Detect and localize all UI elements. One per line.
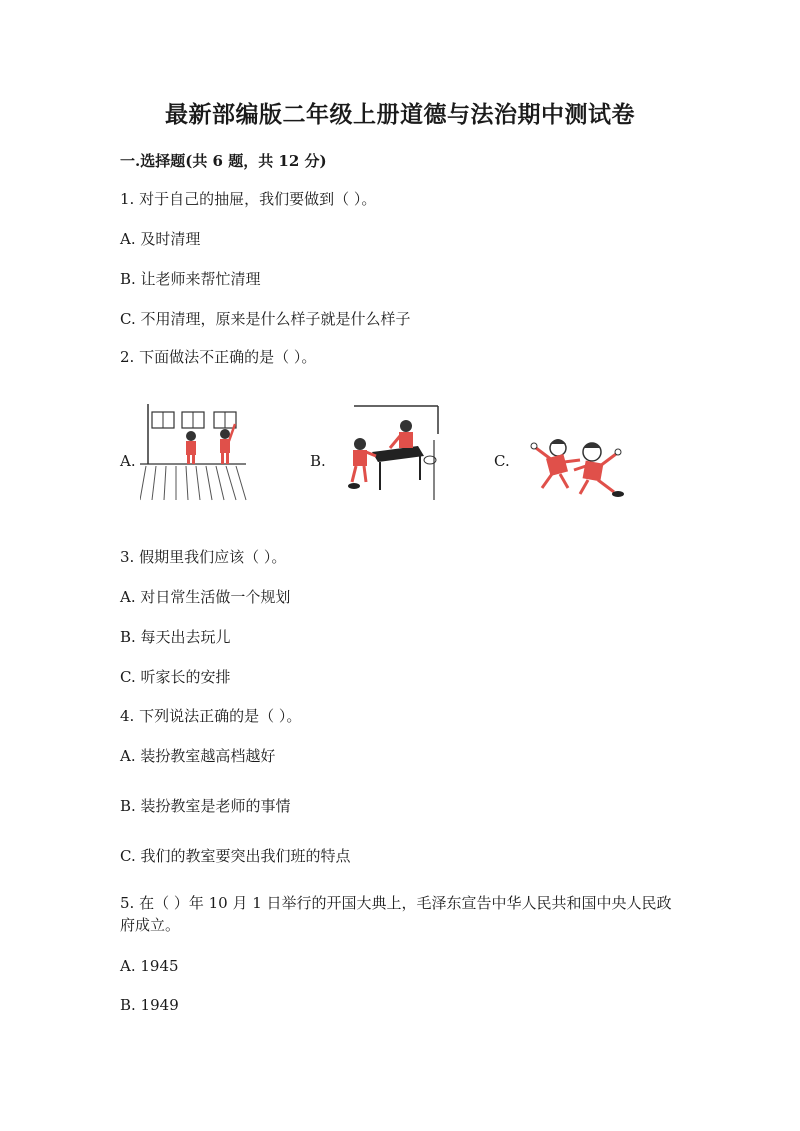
question-2-option-a-label[interactable]: A. xyxy=(120,452,136,470)
question-1-option-a[interactable]: A. 及时清理 xyxy=(120,230,201,248)
question-2-stem: 2. 下面做法不正确的是（ ）。 xyxy=(120,348,317,366)
question-5-option-b[interactable]: B. 1949 xyxy=(120,996,179,1014)
children-at-desk-illustration xyxy=(334,404,444,504)
question-2-option-b-label[interactable]: B. xyxy=(310,452,326,470)
question-1-stem: 1. 对于自己的抽屉，我们要做到（ ）。 xyxy=(120,190,377,208)
children-cleaning-windows-illustration xyxy=(140,404,250,504)
question-4-option-b[interactable]: B. 装扮教室是老师的事情 xyxy=(120,797,291,815)
question-1-option-b[interactable]: B. 让老师来帮忙清理 xyxy=(120,270,261,288)
page-title: 最新部编版二年级上册道德与法治期中测试卷 xyxy=(165,101,635,128)
question-3-stem: 3. 假期里我们应该（ ）。 xyxy=(120,548,287,566)
question-4-option-a[interactable]: A. 装扮教室越高档越好 xyxy=(120,747,276,765)
children-fighting-illustration xyxy=(518,404,630,504)
question-2-option-c-label[interactable]: C. xyxy=(494,452,510,470)
question-4-stem: 4. 下列说法正确的是（ ）。 xyxy=(120,707,302,725)
question-3-option-b[interactable]: B. 每天出去玩儿 xyxy=(120,628,231,646)
question-3-option-a[interactable]: A. 对日常生活做一个规划 xyxy=(120,588,291,606)
section-heading: 一.选择题(共 6 题，共 12 分) xyxy=(120,152,327,170)
question-3-option-c[interactable]: C. 听家长的安排 xyxy=(120,668,231,686)
question-5-option-a[interactable]: A. 1945 xyxy=(120,957,179,975)
question-5-stem: 5. 在（ ）年 10 月 1 日举行的开国大典上，毛泽东宣告中华人民共和国中央人民政府成立。 xyxy=(120,894,672,934)
question-4-option-c[interactable]: C. 我们的教室要突出我们班的特点 xyxy=(120,847,351,865)
question-1-option-c[interactable]: C. 不用清理，原来是什么样子就是什么样子 xyxy=(120,310,411,328)
